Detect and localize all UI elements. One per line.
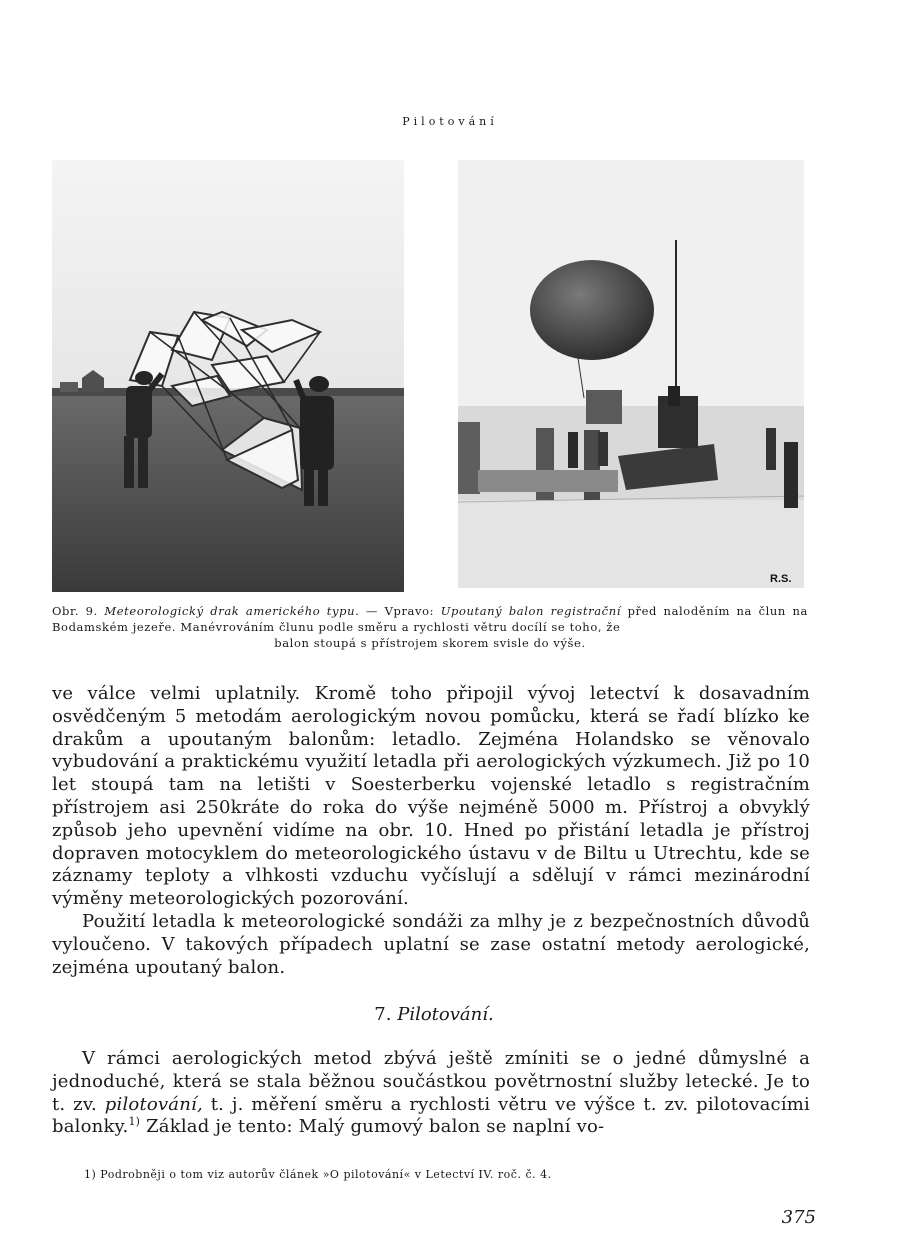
term: pilotování,	[104, 1093, 203, 1115]
text-run: t. j. měření směru a rychlosti větru ve výšce t. zv. pilotovacími balonky.	[52, 1093, 811, 1138]
photo-signature: R.S.	[770, 573, 792, 585]
text-run: Základ je tento: Malý gumový balon se naplní vo-	[146, 1116, 605, 1138]
caption-left-title: Meteorologický drak amerického typu.	[104, 604, 360, 618]
footnote-marker: 1)	[84, 1168, 97, 1181]
caption-separator: — Vpravo:	[365, 604, 435, 618]
caption-label: Obr. 9.	[52, 604, 98, 618]
balloon-photo	[458, 160, 804, 588]
section-title: Pilotování.	[397, 1004, 494, 1025]
section-number: 7.	[374, 1004, 392, 1025]
figure-caption	[52, 603, 808, 651]
text-run: V rámci aerologických metod zbývá ještě zmíniti se o jedné důmyslné a jednoduché, která se stala běžnou součástkou povětrnostní služby letecké. Je to t. zv.	[52, 1048, 810, 1115]
kite-photo	[52, 160, 404, 592]
paragraph	[52, 1048, 810, 1139]
section-body	[52, 1048, 810, 1139]
caption-last-line: balon stoupá s přístrojem skorem svisle do výše.	[274, 636, 586, 650]
footnote-ref: 1)	[128, 1115, 141, 1129]
running-head: Pilotování	[402, 115, 498, 128]
footnote-text: Podrobněji o tom viz autorův článek »O pilotování« v Letectví IV. roč. č. 4.	[100, 1168, 552, 1181]
footnote	[84, 1168, 784, 1181]
body-text	[52, 683, 810, 979]
paragraph: ve válce velmi uplatnily. Kromě toho připojil vývoj letectví k dosavadním osvědčeným 5 metodám aerologickým novou pomůcku, která se řadí blízko ke drakům a upoutaným balonům: letadlo. Zejména Holandsko se věnovalo vybudování a praktickému využití letadla při aerologických výzkumech. Již po 10 let stoupá tam na letišti v Soesterberku vojenské letadlo s registračním přístrojem asi 250kráte do roka do výše nejméně 5000 m. Přístroj a obvyklý způsob jeho upevnění vidíme na obr. 10. Hned po přistání letadla je přístroj dopraven motocyklem do meteorologického ústavu v de Biltu u Utrechtu, kde se záznamy teploty a vlhkosti vzduchu vyčíslují a sdělují v rámci mezinárodní výměny meteorologických pozorování.	[52, 683, 810, 910]
caption-right-title: Upoutaný balon registrační	[440, 604, 621, 618]
page-number: 375	[781, 1207, 816, 1228]
caption-text: před naloděním na člun na Bodamském jezeře. Manévrováním člunu podle směru a rychlosti větru docílí se toho, že	[52, 604, 808, 634]
paragraph: Použití letadla k meteorologické sondáži za mlhy je z bezpečnostních důvodů vyloučeno. V takových případech uplatní se zase ostatní metody aerologické, zejména upoutaný balon.	[52, 910, 810, 978]
section-heading	[0, 1004, 868, 1025]
